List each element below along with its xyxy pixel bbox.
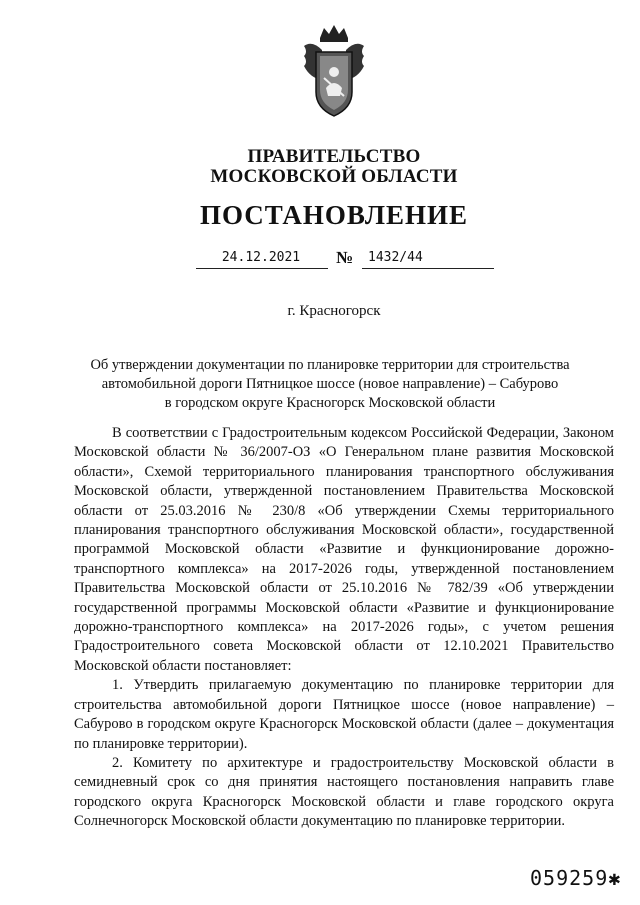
document-title [80, 356, 580, 413]
coat-of-arms-emblem [298, 22, 370, 122]
body-paragraph-preamble: В соответствии с Градостроительным кодексом Российской Федерации, Законом Московской области № 36/2007-ОЗ «О Генеральном плане развития Московской области», Схемой территориального планирования транспортного обслуживания Московской области, утвержденной постановлением Правительства Московской области от 25.03.2016 № 230/8 «Об утверждении Схемы территориального планирования транспортного обслуживания Московской области», государственной программой Московской области «Развитие и функционирование дорожно-транспортного комплекса» на 2017-2026 годы, утвержденной постановлением Правительства Московской области от 25.10.2016 № 782/39 «Об утверждении государственной программы Московской области «Развитие и функционирование дорожно-транспортного комплекса» на 2017-2026 годы», с учетом решения Градостроительного совета Московской области от 12.10.2021 Правительство Московской области постановляет: [74, 425, 614, 674]
org-name-line1: ПРАВИТЕЛЬСТВО [247, 146, 421, 167]
title-line: автомобильной дороги Пятницкое шоссе (новое направление) – Сабурово [101, 376, 559, 392]
city-line: г. Красногорск [287, 303, 381, 319]
number-sign: № [336, 248, 354, 267]
document-type-heading: ПОСТАНОВЛЕНИЕ [199, 200, 469, 230]
body-paragraph-item-2: 2. Комитету по архитектуре и градостроительству Московской области в семидневный срок со дня принятия настоящего постановления направить главе городского округа Красногорск Московской области и главе городского округа Солнечногорск Московской области документацию по планировке территории. [74, 754, 614, 830]
title-line: Об утверждении документации по планировке территории для строительства [90, 357, 570, 373]
date-underline [196, 268, 328, 269]
document-date: 24.12.2021 [221, 250, 301, 265]
org-name-line2: МОСКОВСКОЙ ОБЛАСТИ [210, 166, 458, 187]
document-body [74, 424, 614, 832]
document-number: 1432/44 [368, 250, 423, 265]
serial-number-stamp: 059259✱ [530, 866, 622, 890]
date-number-row [196, 246, 496, 272]
title-line: в городском округе Красногорск Московской области [164, 395, 496, 411]
number-underline [362, 268, 494, 269]
body-paragraph-item-1: 1. Утвердить прилагаемую документацию по планировке территории для строительства автомобильной дороги Пятницкое шоссе (новое направление) – Сабурово в городском округе Красногорск Московской области (далее – документация по планировке территории). [74, 677, 614, 752]
